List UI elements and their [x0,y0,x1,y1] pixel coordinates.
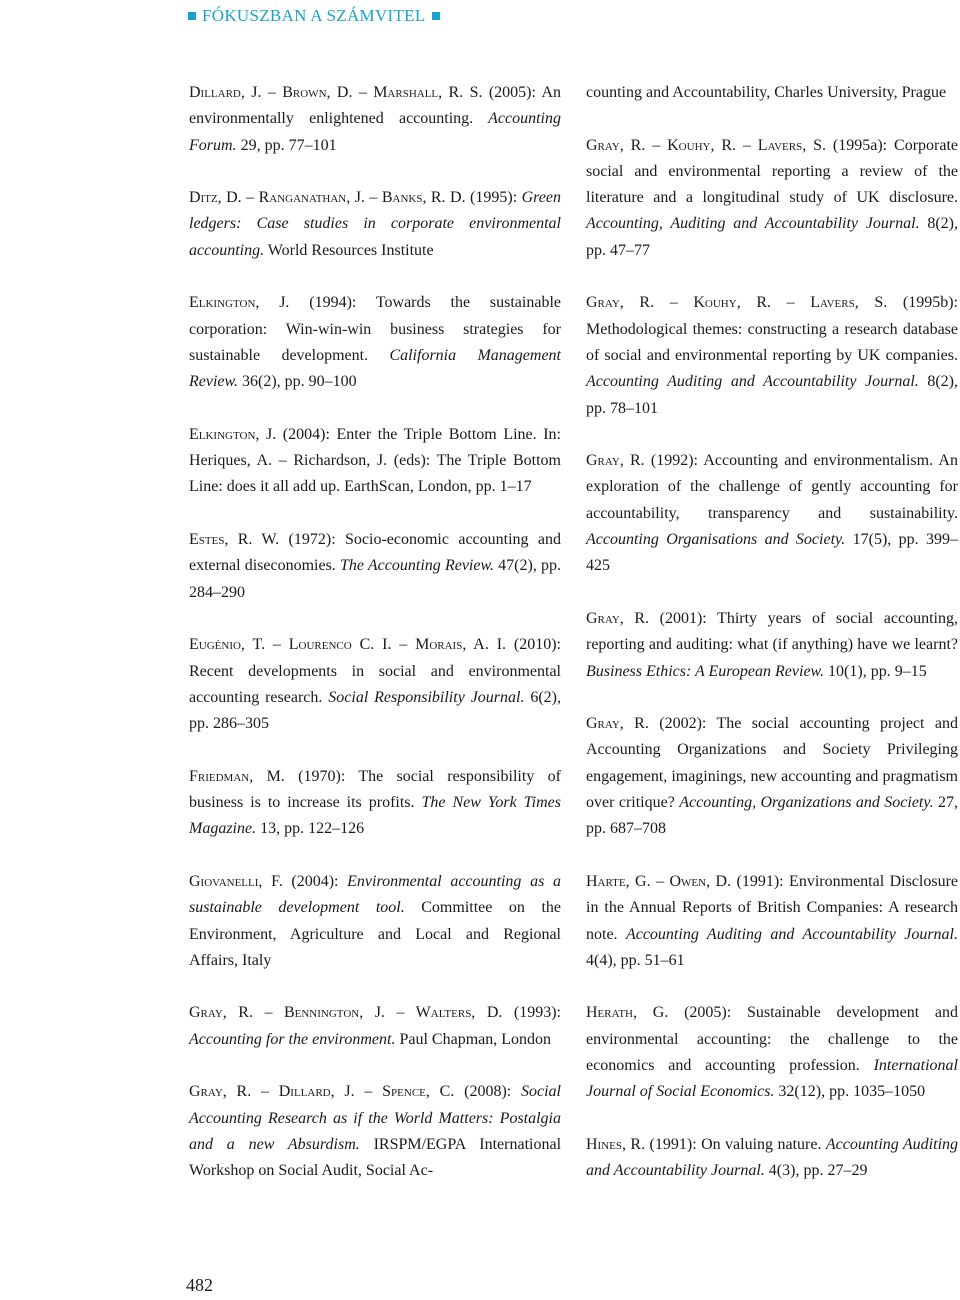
reference-pages: 32(12), pp. 1035–1050 [774,1083,926,1101]
reference-details: (1993): [502,1004,561,1022]
reference-authors: Herath, G. [586,1004,669,1022]
reference-authors: Giovanelli, F. [189,872,283,890]
reference-entry [586,711,958,842]
reference-text [586,711,958,842]
reference-details: (1972): Socio-economic accounting and external diseconomies. [189,531,561,575]
reference-source: Accounting Auditing and Accountability Journal. [586,1135,959,1180]
reference-details: (1991): Environmental Disclosure in the Annual Reports of British Companies: A research note. [586,872,959,943]
reference-source: Accounting, Organizations and Society. [679,794,934,812]
reference-pages: 10(1), pp. 9–15 [824,662,927,680]
reference-pages: 8(2), pp. 47–77 [586,215,959,259]
reference-pages: World Resources Institute [264,241,434,259]
reference-entry [586,606,958,685]
reference-details: (1994): Towards the sustainable corporation: Win-win-win business strategies for sustainable development. [189,294,561,364]
reference-source: Social Accounting Research as if the World Matters: Postalgia and a new Absurdism. [189,1083,561,1153]
reference-pages: 6(2), pp. 286–305 [189,688,562,733]
reference-authors: Gray, R. [586,715,649,733]
reference-source: Business Ethics: A European Review. [586,662,825,680]
reference-details: (1992): Accounting and environmentalism. An exploration of the challenge of gently accounting for accountability, transparency and sustainability. [586,452,958,522]
reference-entry [189,80,561,159]
reference-text [586,448,958,579]
reference-details: (2005): Sustainable development and environmental accounting: the challenge to the economics and accounting profession. [586,1004,958,1074]
reference-text [189,1079,561,1184]
reference-details: (2010): Recent developments in social and environmental accounting research. [189,636,561,706]
reference-text [189,80,561,159]
reference-pages: 47(2), pp. 284–290 [189,557,561,601]
reference-entry [189,869,561,974]
reference-pages: Committee on the Environment, Agriculture and Local and Regional Affairs, Italy [189,899,561,969]
reference-entry [189,290,561,395]
reference-authors: Gray, R. – Kouhy, R. – Lavers, S. [586,136,827,154]
reference-details: (2005): An environmentally enlightened accounting. [189,84,561,128]
reference-text [586,1000,958,1105]
reference-entry [189,632,561,737]
reference-entry [586,1000,958,1105]
reference-source: Accounting, Auditing and Accountability Journal. [586,215,920,233]
reference-source: The Accounting Review. [340,557,494,575]
reference-pages: 4(3), pp. 27–29 [764,1162,868,1180]
reference-details: (2002): The social accounting project and Accounting Organizations and Society Privileging engagement, imaginings, new accounting and pragmatism over critique? [586,715,958,812]
reference-entry [586,869,958,974]
reference-authors: Harte, G. – Owen, D. [586,872,732,890]
reference-details: (1970): The social responsibility of business is to increase its profits. [189,767,561,812]
left-column [189,80,561,1211]
reference-text [189,1000,561,1053]
reference-pages: Paul Chapman, London [395,1030,552,1048]
reference-pages: 4(4), pp. 51–61 [586,951,685,969]
reference-entry [586,448,958,579]
reference-text [586,80,958,106]
reference-authors: Ditz, D. – Ranganathan, J. – Banks, R. D. [189,189,466,207]
reference-authors: Gray, R. – Bennington, J. – Walters, D. [189,1004,503,1022]
reference-text [586,869,958,974]
reference-entry [586,290,958,421]
square-bullet-icon [188,12,196,20]
reference-source: Accounting Auditing and Accountability Journal. [625,925,959,943]
reference-authors: Gray, R. [586,609,650,627]
reference-authors: Dillard, J. – Brown, D. – Marshall, R. S. [189,84,483,101]
reference-entry [189,185,561,264]
reference-pages: 29, pp. 77–101 [236,136,337,154]
reference-details: (1995a): Corporate social and environmental reporting a review of the literature and a longitudinal study of UK disclosure. [586,136,958,207]
reference-entry [189,1000,561,1053]
reference-text [189,422,561,501]
reference-details: (2004): Enter the Triple Bottom Line. In: Heriques, A. – Richardson, J. (eds): The Triple Bottom Line: does it all add up. EarthScan, London, pp. 1–17 [189,425,562,496]
reference-text [189,632,561,737]
reference-details: counting and Accountability, Charles University, Prague [586,84,947,101]
page-number: 482 [186,1275,213,1295]
reference-entry [586,80,958,106]
reference-text [586,606,958,685]
reference-details: (1995b): Methodological themes: constructing a research database of social and environmental reporting by UK companies. [586,294,958,364]
reference-text [189,185,561,264]
reference-details: (1995): [465,189,522,207]
reference-authors: Gray, R. – Dillard, J. – Spence, C. [189,1083,455,1101]
reference-entry [189,422,561,501]
reference-source: Green ledgers: Case studies in corporate environmental accounting. [189,189,561,259]
reference-source: International Journal of Social Economics. [586,1056,958,1101]
reference-authors: Estes, R. W. [189,531,280,549]
reference-entry [189,527,561,606]
reference-source: Accounting Auditing and Accountability Journal. [586,373,919,391]
reference-entry [189,1079,561,1184]
reference-text [189,869,561,974]
reference-text [189,764,561,843]
reference-entry [586,1132,958,1185]
running-header [182,6,446,26]
reference-pages: 36(2), pp. 90–100 [238,373,357,391]
reference-authors: Gray, R. – Kouhy, R. – Lavers, S. [586,294,888,312]
reference-source: Environmental accounting as a sustainable development tool. [189,872,562,917]
reference-pages: IRSPM/EGPA International Workshop on Social Audit, Social Ac- [189,1135,562,1180]
reference-source: Social Responsibility Journal. [328,688,525,706]
reference-source: The New York Times Magazine. [189,794,562,838]
reference-text [586,133,958,264]
reference-authors: Gray, R. [586,452,645,470]
reference-source: Accounting Organisations and Society. [586,531,846,549]
reference-authors: Friedman, M. [189,767,285,785]
reference-pages: 8(2), pp. 78–101 [586,373,958,417]
reference-details: (2004): [282,872,348,890]
reference-authors: Hines, R. [586,1135,646,1153]
reference-details: (2001): Thirty years of social accounting, reporting and auditing: what (if anything) have we learnt? [586,609,959,654]
reference-details: (1991): On valuing nature. [645,1135,826,1153]
reference-pages: 13, pp. 122–126 [256,820,365,838]
reference-text [189,527,561,606]
reference-pages: 27, pp. 687–708 [586,794,958,838]
reference-text [189,290,561,395]
header-title: FÓKUSZBAN A SZÁMVITEL [202,6,426,25]
reference-source: Accounting Forum. [189,110,562,154]
reference-source: Accounting for the environment. [189,1030,396,1048]
reference-text [586,290,958,421]
reference-authors: Elkington, J. [189,294,290,312]
reference-details: (2008): [454,1083,521,1101]
reference-text [586,1132,958,1185]
square-bullet-icon [432,12,440,20]
reference-pages: 17(5), pp. 399–425 [586,531,959,575]
reference-source: California Management Review. [189,346,561,391]
reference-authors: Eugénio, T. – Lourenco C. I. – Morais, A. I. [189,636,507,654]
reference-authors: Elkington, J. [189,425,277,443]
right-column [586,80,958,1211]
reference-entry [586,133,958,264]
reference-entry [189,764,561,843]
